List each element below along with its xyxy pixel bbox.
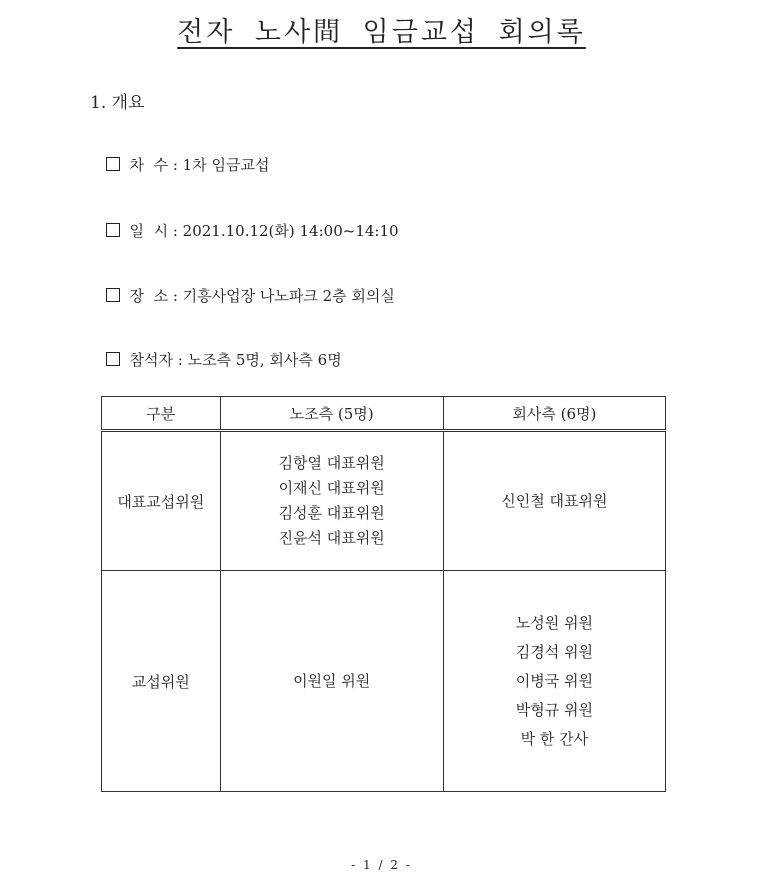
member-name: 이원일 위원 [293, 671, 371, 690]
section-heading: 1. 개요 [90, 93, 145, 113]
checkbox-square-icon [106, 352, 120, 366]
checkbox-square-icon [106, 157, 120, 171]
overview-label: 참석자 [129, 351, 174, 369]
company-members-cell [443, 431, 665, 571]
overview-row-attendees: 참석자 : 노조측 5명, 회사측 6명 [96, 331, 342, 370]
member-name: 이재신 대표위원 [278, 479, 385, 497]
table-row [102, 571, 666, 792]
overview-label: 일 시 [129, 222, 169, 240]
overview-row-round: 차 수 : 1차 임금교섭 [96, 136, 269, 175]
overview-value: 2021.10.12(화) 14:00~14:10 [182, 222, 399, 240]
member-name: 김성훈 대표위원 [278, 504, 385, 522]
checkbox-square-icon [106, 288, 120, 302]
header-company: 회사측 (6명) [443, 397, 665, 431]
union-members-cell [220, 571, 443, 792]
header-union: 노조측 (5명) [220, 397, 443, 431]
member-name: 신인철 대표위원 [501, 491, 608, 510]
member-name: 이병국 위원 [515, 671, 593, 690]
checkbox-square-icon [106, 223, 120, 237]
member-name: 박형규 위원 [515, 700, 593, 719]
overview-label: 장 소 [129, 287, 169, 305]
member-name: 김경석 위원 [515, 642, 593, 661]
category-cell: 교섭위원 [102, 571, 221, 792]
overview-value: 1차 임금교섭 [182, 156, 270, 174]
page-number: - 1 / 2 - [351, 858, 412, 872]
table-row [102, 431, 666, 571]
header-category: 구분 [102, 397, 221, 431]
attendee-table [101, 396, 666, 792]
member-name: 박 한 간사 [520, 729, 589, 748]
member-name: 진윤석 대표위원 [278, 529, 385, 547]
table-header-row [102, 397, 666, 431]
overview-value: 노조측 5명, 회사측 6명 [187, 351, 342, 369]
overview-row-location: 장 소 : 기흥사업장 나노파크 2층 회의실 [96, 267, 395, 306]
overview-row-datetime: 일 시 : 2021.10.12(화) 14:00~14:10 [96, 202, 399, 241]
overview-label: 차 수 [129, 156, 169, 174]
category-cell: 대표교섭위원 [102, 431, 221, 571]
union-members-cell [220, 431, 443, 571]
document-title: 전자 노사間 임금교섭 회의록 [177, 17, 586, 48]
member-name: 김항열 대표위원 [278, 454, 385, 472]
overview-value: 기흥사업장 나노파크 2층 회의실 [182, 287, 395, 305]
member-name: 노성원 위원 [515, 613, 593, 632]
company-members-cell [443, 571, 665, 792]
